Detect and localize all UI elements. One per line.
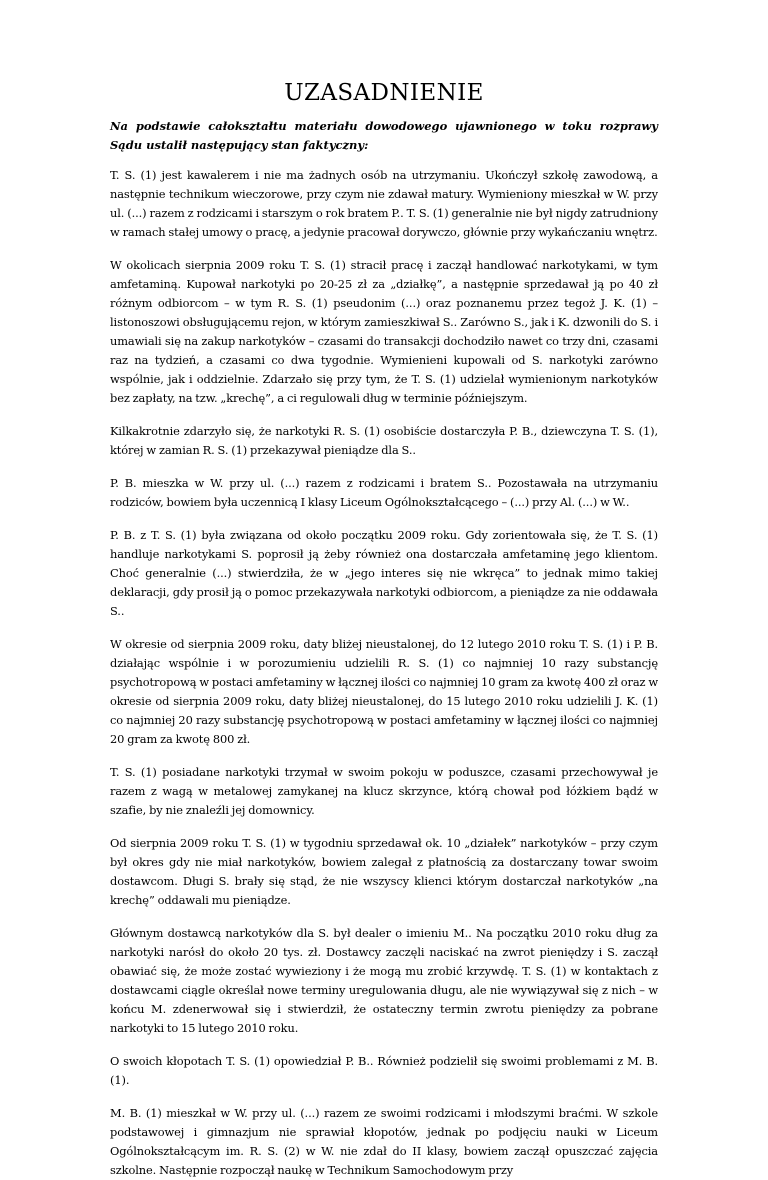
paragraph-2: W okolicach sierpnia 2009 roku T. S. (1) stracił pracę i zaczął handlować narkotykami, w tym amfetaminą. Kupował narkotyki po 20-25 zł za „działkę”, a następnie sprzedawał ją po 40 zł różnym odbiorcom – w tym R. S. (1) pseudonim (...) oraz poznanemu przez tegoż J. K. (1) – listonoszowi obsługującemu rejon, w którym zamieszkiwał S.. Zarówno S., jak i K. dzwonili do S. i umawiali się na zakup narkotyków – czasami do transakcji dochodziło nawet co trzy dni, czasami raz na tydzień, a czasami co dwa tygodnie. Wymienieni kupowali od S. narkotyki zarówno wspólnie, jak i oddzielnie. Zdarzało się przy tym, że T. S. (1) udzielał wymienionym narkotyków bez zapłaty, na tzw. „krechę”, a ci regulowali dług w terminie późniejszym. [110, 258, 658, 405]
document-title: UZASADNIENIE [284, 80, 484, 106]
paragraph-6: W okresie od sierpnia 2009 roku, daty bliżej nieustalonej, do 12 lutego 2010 roku T. S. (1) i P. B. działając wspólnie i w porozumieniu udzielili R. S. (1) co najmniej 10 razy substancję psychotropową w postaci amfetaminy w łącznej ilości co najmniej 10 gram za kwotę 400 zł oraz w okresie od sierpnia 2009 roku, daty bliżej nieustalonej, do 15 lutego 2010 roku udzielili J. K. (1) co najmniej 20 razy substancję psychotropową w postaci amfetaminy w łącznej ilości co najmniej 20 gram za kwotę 800 zł. [110, 637, 658, 746]
paragraph-9: Głównym dostawcą narkotyków dla S. był dealer o imieniu M.. Na początku 2010 roku dług za narkotyki narósł do około 20 tys. zł. Dostawcy zaczęli naciskać na zwrot pieniędzy i S. zaczął obawiać się, że może zostać wywieziony i że mogą mu zrobić krzywdę. T. S. (1) w kontaktach z dostawcami ciągle określał nowe terminy uregulowania długu, ale nie wywiązywał się z nich – w końcu M. zdenerwował się i stwierdził, że ostateczny termin zwrotu pieniędzy za pobrane narkotyki to 15 lutego 2010 roku. [110, 926, 658, 1035]
paragraph-3: Kilkakrotnie zdarzyło się, że narkotyki R. S. (1) osobiście dostarczyła P. B., dziewczyna T. S. (1), której w zamian R. S. (1) przekazywał pieniądze dla S.. [110, 424, 658, 457]
paragraph-8: Od sierpnia 2009 roku T. S. (1) w tygodniu sprzedawał ok. 10 „działek” narkotyków – przy czym był okres gdy nie miał narkotyków, bowiem zalegał z płatnością za dostarczany towar swoim dostawcom. Długi S. brały się stąd, że nie wszyscy klienci którym dostarczał narkotyków „na krechę” oddawali mu pieniądze. [110, 836, 658, 907]
paragraph-7: T. S. (1) posiadane narkotyki trzymał w swoim pokoju w poduszce, czasami przechowywał je razem z wagą w metalowej zamykanej na klucz skrzynce, którą chował pod łóżkiem bądź w szafie, by nie znaleźli jej domownicy. [110, 765, 658, 817]
paragraph-10: O swoich kłopotach T. S. (1) opowiedział P. B.. Również podzielił się swoimi problemami z M. B. (1). [110, 1054, 658, 1087]
intro-statement: Na podstawie całokształtu materiału dowodowego ujawnionego w toku rozprawy Sądu ustalił następujący stan faktyczny: [110, 119, 658, 152]
paragraph-1: T. S. (1) jest kawalerem i nie ma żadnych osób na utrzymaniu. Ukończył szkołę zawodową, a następnie technikum wieczorowe, przy czym nie zdawał matury. Wymieniony mieszkał w W. przy ul. (...) razem z rodzicami i starszym o rok bratem P.. T. S. (1) generalnie nie był nigdy zatrudniony w ramach stałej umowy o pracę, a jedynie pracował dorywczo, głównie przy wykańczaniu wnętrz. [110, 168, 658, 239]
paragraph-4: P. B. mieszka w W. przy ul. (...) razem z rodzicami i bratem S.. Pozostawała na utrzymaniu rodziców, bowiem była uczennicą I klasy Liceum Ogólnokształcącego – (...) przy Al. (...) w W.. [110, 476, 658, 509]
paragraph-11: M. B. (1) mieszkał w W. przy ul. (...) razem ze swoimi rodzicami i młodszymi braćmi. W szkole podstawowej i gimnazjum nie sprawiał kłopotów, jednak po podjęciu nauki w Liceum Ogólnokształcącym im. R. S. (2) w W. nie zdał do II klasy, bowiem zaczął opuszczać zajęcia szkolne. Następnie rozpoczął naukę w Technikum Samochodowym przy [110, 1106, 658, 1177]
paragraph-5: P. B. z T. S. (1) była związana od około początku 2009 roku. Gdy zorientowała się, że T. S. (1) handluje narkotykami S. poprosił ją żeby również ona dostarczała amfetaminę jego klientom. Choć generalnie (...) stwierdziła, że w „jego interes się nie wkręca” to jednak mimo takiej deklaracji, gdy prosił ją o pomoc przekazywała narkotyki odbiorcom, a pieniądze za nie oddawała S.. [110, 528, 658, 618]
